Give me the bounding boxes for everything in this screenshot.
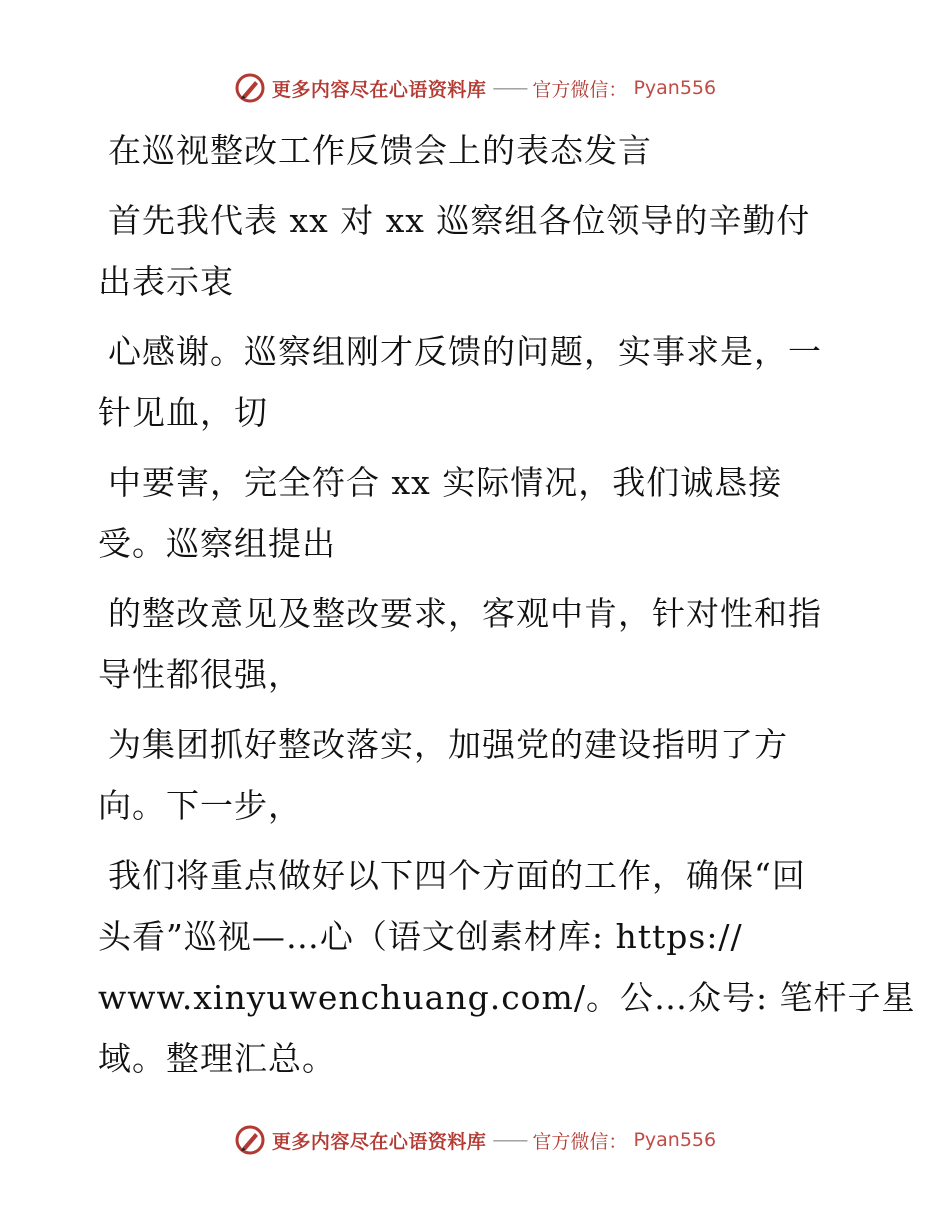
text-line: 为集团抓好整改落实，加强党的建设指明了方 xyxy=(108,725,788,764)
paragraph-2 xyxy=(98,321,838,443)
header-watermark xyxy=(0,72,950,104)
paragraph-1 xyxy=(98,190,838,312)
text-line: 受。巡察组提出 xyxy=(98,524,336,563)
paragraph-3 xyxy=(98,452,838,574)
watermark-wechat-id: Pyan556 xyxy=(633,77,717,99)
watermark-brand: 更多内容尽在心语资料库 xyxy=(271,78,487,101)
watermark-wechat-id: Pyan556 xyxy=(633,1129,717,1151)
text-line: 头看”巡视—…心（语文创素材库: https:// xyxy=(98,917,743,956)
paragraph-5 xyxy=(98,714,838,836)
text-line: 导性都很强， xyxy=(98,655,302,694)
text-line: 心感谢。巡察组刚才反馈的问题，实事求是，一 xyxy=(108,332,822,371)
watermark-label: 官方微信： xyxy=(532,1130,628,1153)
text-line-url: www.xinyuwenchuang.com/。公…众号: 笔杆子星 xyxy=(98,978,916,1017)
text-line: 的整改意见及整改要求，客观中肯，针对性和指 xyxy=(108,594,822,633)
text-line: 首先我代表 xx 对 xx 巡察组各位领导的辛勤付 xyxy=(108,201,811,240)
text-line: 域。整理汇总。 xyxy=(98,1039,336,1078)
text-line: 针见血，切 xyxy=(98,393,268,432)
watermark-dash: —— xyxy=(492,1129,527,1151)
pen-logo-icon xyxy=(234,72,266,104)
paragraph-6 xyxy=(98,845,916,1089)
watermark-brand: 更多内容尽在心语资料库 xyxy=(271,1130,487,1153)
watermark-dash: —— xyxy=(492,77,527,99)
document-title: 在巡视整改工作反馈会上的表态发言 xyxy=(108,131,652,170)
watermark-label: 官方微信： xyxy=(532,78,628,101)
text-line: 我们将重点做好以下四个方面的工作，确保“回 xyxy=(108,856,806,895)
paragraph-4 xyxy=(98,583,838,705)
footer-watermark xyxy=(0,1124,950,1156)
pen-logo-icon xyxy=(234,1124,266,1156)
text-line: 向。下一步， xyxy=(98,786,302,825)
text-line: 中要害，完全符合 xx 实际情况，我们诚恳接 xyxy=(108,463,783,502)
document-body xyxy=(98,120,916,1098)
text-line: 出表示衷 xyxy=(98,262,234,301)
